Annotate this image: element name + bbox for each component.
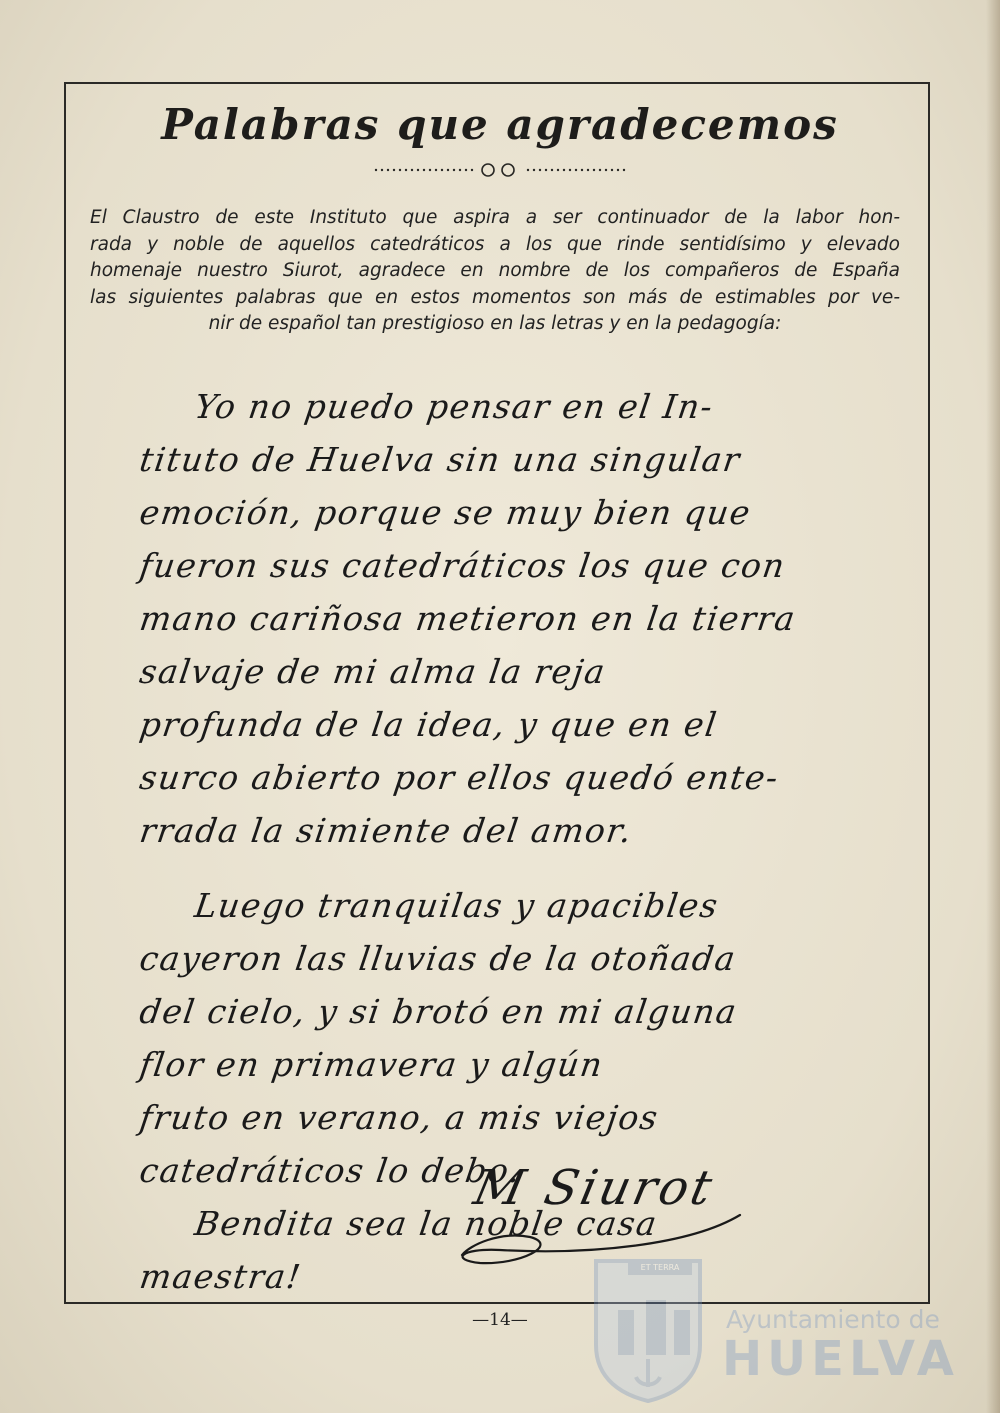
intro-line: nir de español tan prestigioso en las letras y en la pedagogía: (208, 313, 782, 334)
letter-line: rrada la simiente del amor. (137, 811, 636, 850)
letter-line: maestra! (137, 1257, 305, 1296)
watermark-line2: HUELVA (722, 1331, 959, 1387)
letter-line: tituto de Huelva sin una singular (137, 440, 744, 479)
letter-line: surco abierto por ellos quedó ente- (137, 758, 782, 797)
watermark-tag: ET TERRA (640, 1263, 680, 1272)
intro-line: El Claustro de este Instituto que aspira a ser continuador de la labor hon- (90, 207, 900, 228)
letter-line: fueron sus catedráticos los que con (137, 546, 789, 585)
ayuntamiento-watermark (588, 1255, 959, 1405)
letter-line: Yo no puedo pensar en el In- (192, 387, 717, 426)
coat-of-arms-icon (588, 1255, 708, 1405)
letter-line: catedráticos lo debo. (137, 1151, 524, 1190)
page-edge-shadow (986, 0, 1000, 1413)
page-title: Palabras que agradecemos (161, 100, 839, 149)
letter-line: Bendita sea la noble casa (192, 1204, 661, 1243)
letter-line: flor en primavera y algún (137, 1045, 606, 1084)
intro-line: las siguientes palabras que en estos momentos son más de estimables por ve- (90, 286, 900, 308)
letter-line: cayeron las lluvias de la otoñada (137, 939, 739, 978)
letter-line: del cielo, y si brotó en mi alguna (137, 992, 741, 1031)
intro-paragraph (90, 205, 900, 338)
watermark-line1: Ayuntamiento de (726, 1305, 940, 1334)
signature: M Siurot (469, 1160, 720, 1216)
letter-line: salvaje de mi alma la reja (137, 652, 609, 691)
letter-line: mano cariñosa metieron en la tierra (137, 599, 799, 638)
letter-line: emoción, porque se muy bien que (137, 493, 754, 532)
title-ornament-icon (370, 160, 630, 180)
intro-line: homenaje nuestro Siurot, agradece en nombre de los compañeros de España (90, 260, 900, 281)
page-number: —14— (472, 1310, 528, 1330)
letter-line: fruto en verano, a mis viejos (137, 1098, 662, 1137)
letter-line: Luego tranquilas y apacibles (192, 886, 722, 925)
letter-line: profunda de la idea, y que en el (137, 705, 721, 744)
intro-line: rada y noble de aquellos catedráticos a los que rinde sentidísimo y elevado (90, 233, 900, 255)
